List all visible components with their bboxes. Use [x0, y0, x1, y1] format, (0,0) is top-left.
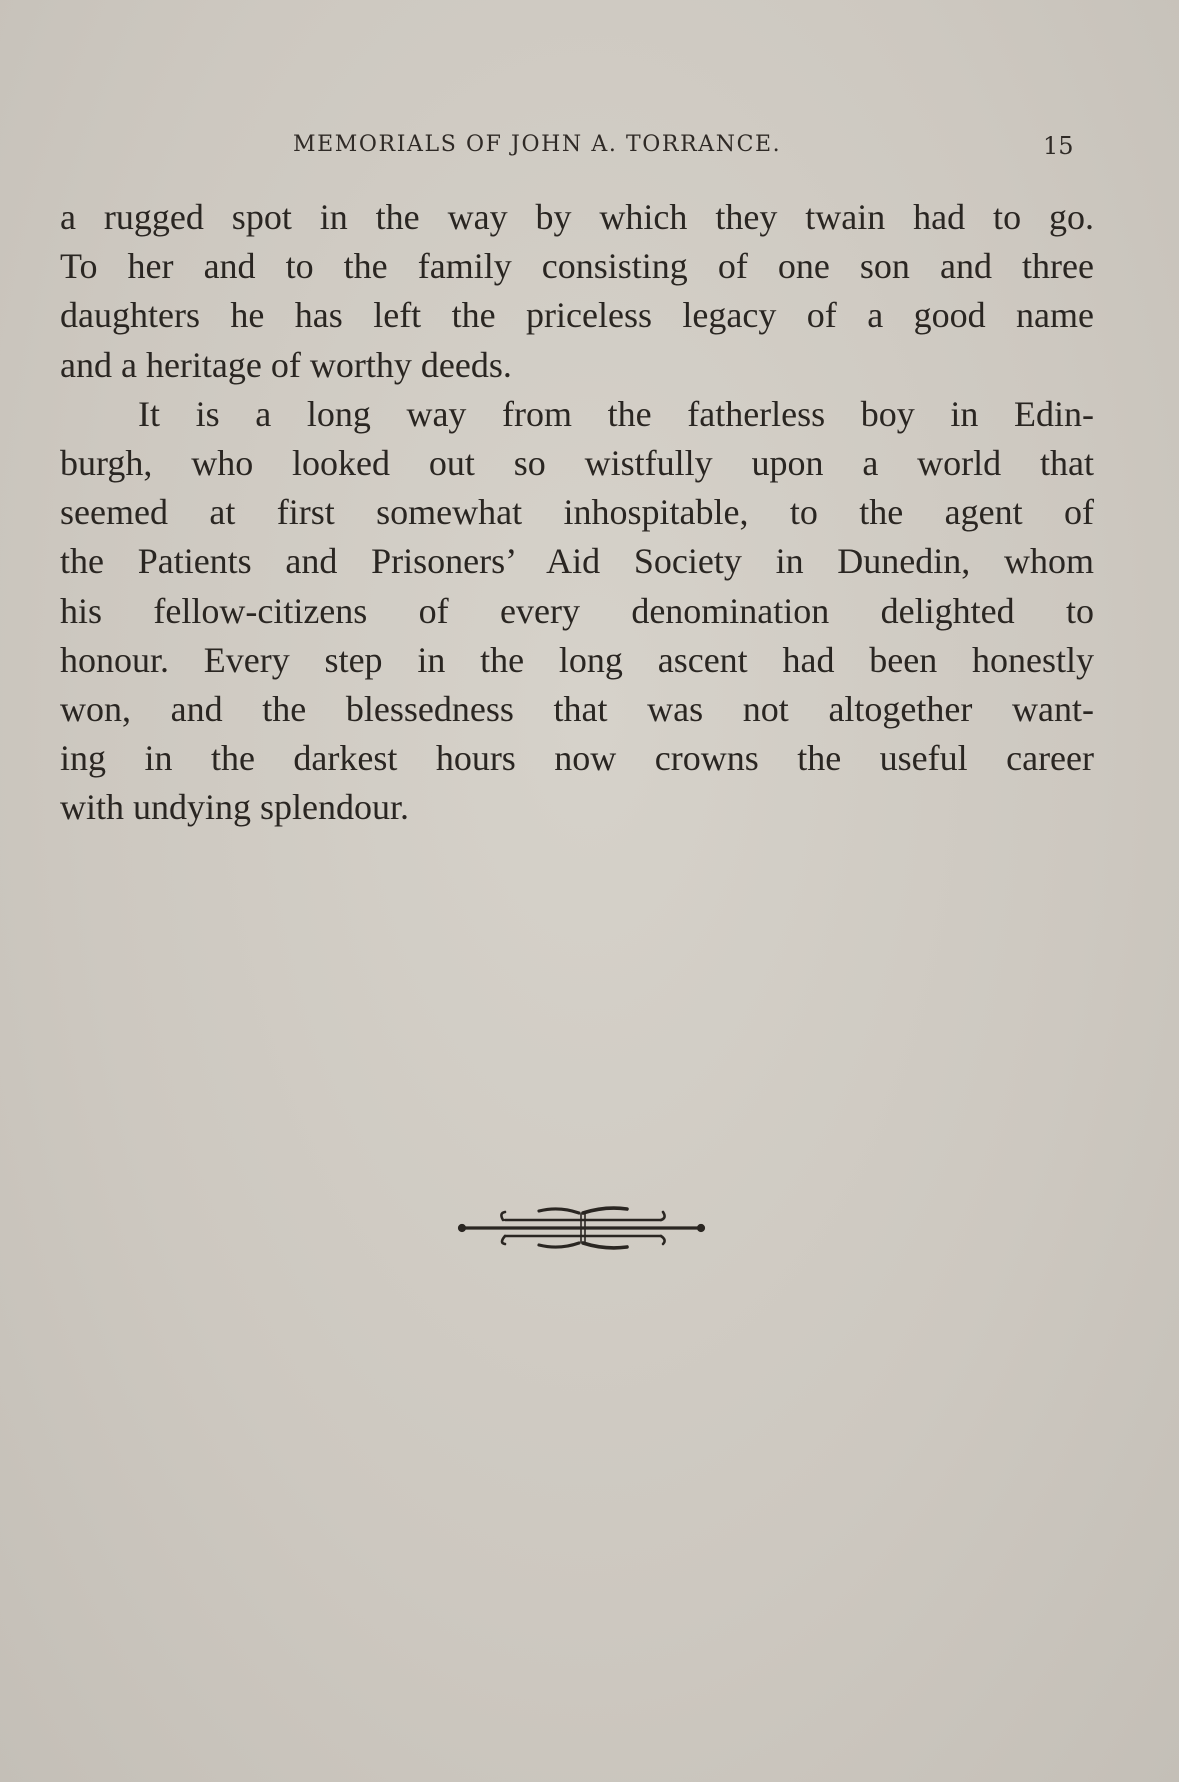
text-line: with undying splendour.	[60, 787, 409, 828]
text-line: won, and the blessedness that was not altogether want-	[60, 689, 1094, 730]
text-line: the Patients and Prisoners’ Aid Society in Dunedin, whom	[60, 541, 1094, 582]
text-line: burgh, who looked out so wistfully upon a world that	[60, 443, 1094, 484]
tailpiece-ornament-icon	[455, 1198, 707, 1258]
text-line: a rugged spot in the way by which they twain had to go.	[60, 197, 1094, 237]
text-line: daughters he has left the priceless legacy of a good name	[60, 295, 1094, 336]
body-text	[60, 193, 1094, 833]
text-line: his fellow-citizens of every denomination delighted to	[60, 590, 1094, 631]
text-line: It is a long way from the fatherless boy in Edin-	[138, 393, 1094, 434]
text-line: ing in the darkest hours now crowns the useful career	[60, 738, 1094, 779]
text-line: and a heritage of worthy deeds.	[60, 344, 512, 385]
page-number: 15	[1043, 132, 1074, 160]
paragraph	[60, 390, 1094, 833]
running-title: MEMORIALS OF JOHN A. TORRANCE.	[293, 132, 782, 157]
running-head	[0, 132, 1179, 172]
text-line: seemed at first somewhat inhospitable, to the agent of	[60, 492, 1094, 533]
text-line: honour. Every step in the long ascent had been honestly	[60, 639, 1094, 680]
text-line: To her and to the family consisting of one son and three	[60, 246, 1094, 287]
paragraph	[60, 193, 1094, 390]
